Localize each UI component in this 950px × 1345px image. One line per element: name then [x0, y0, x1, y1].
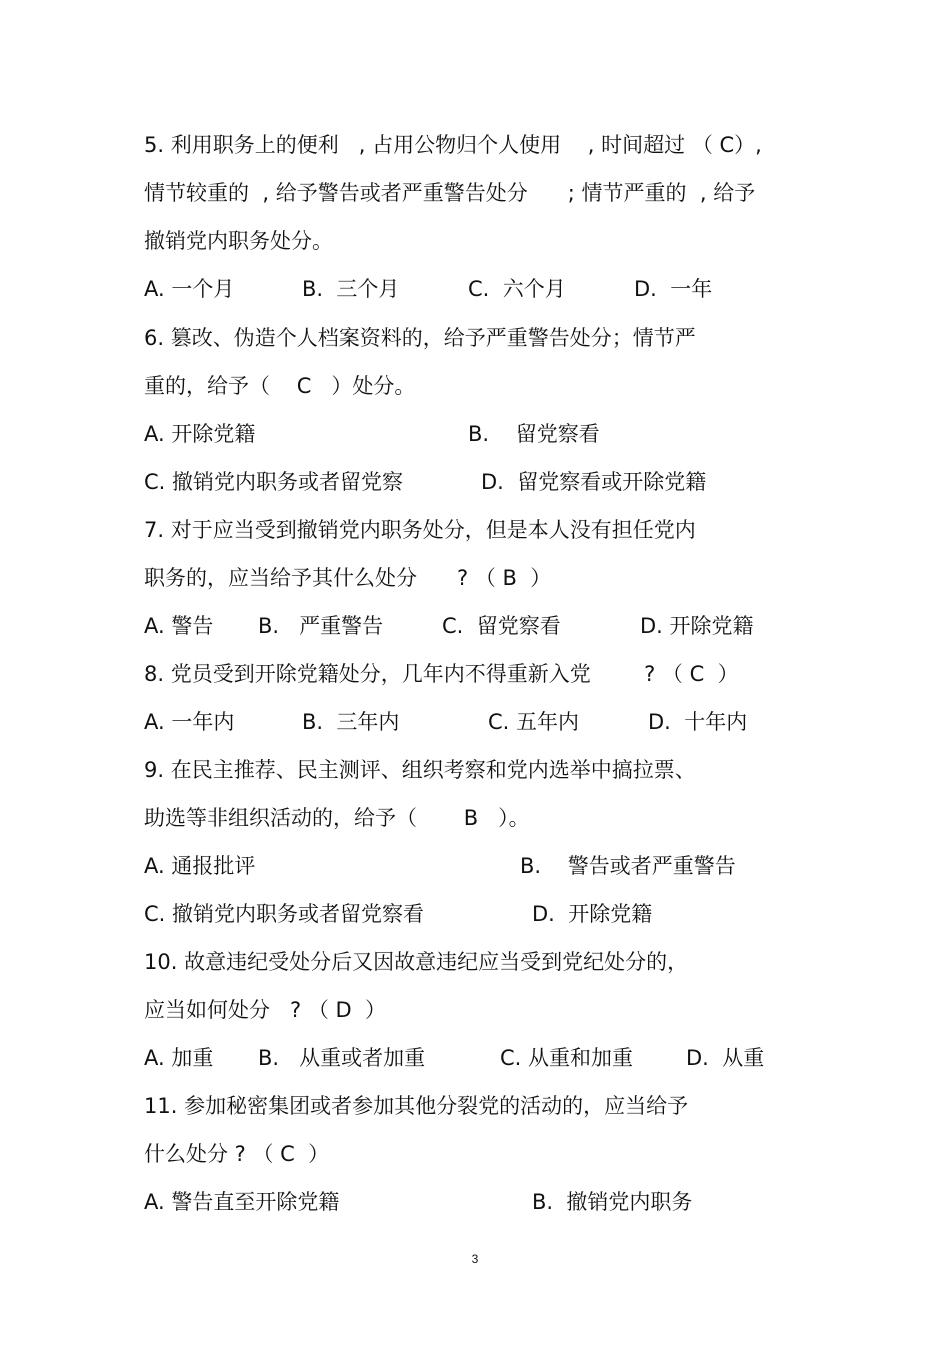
- q7-line-2: 职务的，应当给予其什么处分 ? （ B ）: [144, 566, 552, 590]
- q11-option-b: B. 撤销党内职务: [532, 1190, 693, 1214]
- q5-line-1: 5. 利用职务上的便利 , 占用公物归个人使用 , 时间超过 （ C）,: [144, 133, 762, 157]
- q10-option-c: C. 从重和加重: [500, 1046, 634, 1070]
- q6-option-a: A. 开除党籍: [144, 422, 256, 446]
- q9-option-d: D. 开除党籍: [532, 902, 653, 926]
- q7-option-a: A. 警告: [144, 614, 214, 638]
- q7-option-d: D. 开除党籍: [640, 614, 754, 638]
- q6-option-b: B. 留党察看: [468, 422, 600, 446]
- q10-option-d: D. 从重: [686, 1046, 765, 1070]
- q5-option-c: C. 六个月: [468, 277, 566, 301]
- q8-option-c: C. 五年内: [488, 710, 580, 734]
- q5-option-b: B. 三个月: [302, 277, 400, 301]
- q6-option-c: C. 撤销党内职务或者留党察: [144, 470, 404, 494]
- q8-option-b: B. 三年内: [302, 710, 400, 734]
- page-number: 3: [471, 1252, 479, 1266]
- q10-line-1: 10. 故意违纪受处分后又因故意违纪应当受到党纪处分的，: [144, 950, 689, 974]
- q8-line-1: 8. 党员受到开除党籍处分，几年内不得重新入党 ? （ C ）: [144, 662, 739, 686]
- q9-line-2: 助选等非组织活动的，给予（ B ）。: [144, 806, 530, 830]
- q6-line-1: 6. 篡改、伪造个人档案资料的，给予严重警告处分；情节严: [144, 326, 696, 350]
- q8-option-d: D. 十年内: [648, 710, 748, 734]
- q9-option-a: A. 通报批评: [144, 854, 256, 878]
- q10-option-b: B. 从重或者加重: [258, 1046, 426, 1070]
- q6-option-d: D. 留党察看或开除党籍: [481, 470, 707, 494]
- q10-line-2: 应当如何处分 ? （ D ）: [144, 998, 387, 1022]
- q9-option-c: C. 撤销党内职务或者留党察看: [144, 902, 425, 926]
- q5-option-a: A. 一个月: [144, 277, 235, 301]
- q9-option-b: B. 警告或者严重警告: [520, 854, 736, 878]
- q5-line-2: 情节较重的 , 给予警告或者严重警告处分 ; 情节严重的 , 给予: [144, 181, 756, 205]
- q7-line-1: 7. 对于应当受到撤销党内职务处分，但是本人没有担任党内: [144, 518, 696, 542]
- q7-option-c: C. 留党察看: [442, 614, 561, 638]
- q11-line-2: 什么处分 ? （ C ）: [144, 1142, 330, 1166]
- q7-option-b: B. 严重警告: [258, 614, 384, 638]
- q10-option-a: A. 加重: [144, 1046, 214, 1070]
- q11-option-a: A. 警告直至开除党籍: [144, 1190, 340, 1214]
- q8-option-a: A. 一年内: [144, 710, 235, 734]
- q9-line-1: 9. 在民主推荐、民主测评、组织考察和党内选举中搞拉票、: [144, 758, 696, 782]
- q5-option-d: D. 一年: [634, 277, 713, 301]
- q11-line-1: 11. 参加秘密集团或者参加其他分裂党的活动的，应当给予: [144, 1094, 689, 1118]
- q5-line-3: 撤销党内职务处分。: [144, 229, 333, 253]
- q6-line-2: 重的，给予（ C ）处分。: [144, 374, 416, 398]
